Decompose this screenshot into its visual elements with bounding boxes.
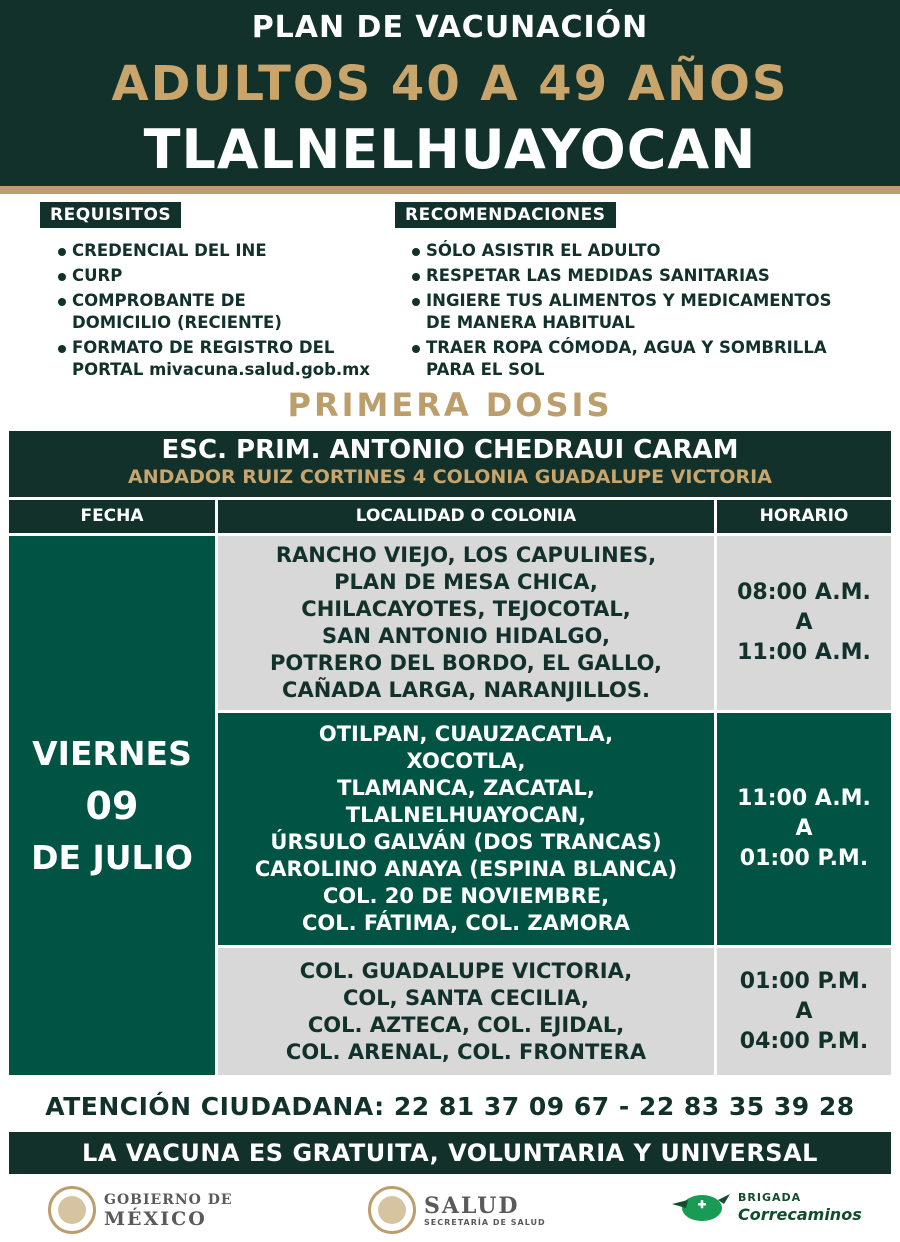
roadrunner-icon bbox=[668, 1186, 732, 1226]
locality-line: CAROLINO ANAYA (ESPINA BLANCA) bbox=[254, 857, 678, 881]
header-banner bbox=[0, 0, 900, 188]
brigada-line2: Correcaminos bbox=[738, 1205, 862, 1224]
venue-address: ANDADOR RUIZ CORTINES 4 COLONIA GUADALUPE VICTORIA bbox=[128, 466, 772, 488]
list-item: COMPROBANTE DE DOMICILIO (RECIENTE) bbox=[58, 290, 398, 334]
brigada-line1: BRIGADA bbox=[738, 1191, 802, 1204]
locality-line: COL. FÁTIMA, COL. ZAMORA bbox=[301, 911, 631, 935]
national-seal-icon bbox=[368, 1186, 416, 1234]
recomendaciones-list bbox=[412, 240, 882, 384]
schedule-end: 11:00 A.M. bbox=[737, 640, 871, 665]
recomendaciones-title: RECOMENDACIONES bbox=[395, 202, 616, 228]
table-row-3-localities bbox=[218, 948, 714, 1075]
locality-line: TLAMANCA, ZACATAL, bbox=[337, 776, 595, 800]
schedule-separator: A bbox=[795, 610, 813, 635]
brigada-correcaminos-logo bbox=[668, 1186, 862, 1226]
locality-line: COL. 20 DE NOVIEMBRE, bbox=[322, 884, 610, 908]
locality-line: CHILACAYOTES, TEJOCOTAL, bbox=[301, 597, 631, 621]
date-cell bbox=[9, 536, 215, 1075]
locality-line: PLAN DE MESA CHICA, bbox=[334, 570, 598, 594]
schedule-end: 04:00 P.M. bbox=[739, 1028, 869, 1054]
national-seal-icon bbox=[48, 1186, 96, 1234]
requisitos-title: REQUISITOS bbox=[40, 202, 181, 228]
locality-line: OTILPAN, CUAUZACATLA, bbox=[318, 722, 614, 746]
free-vaccine-banner: LA VACUNA ES GRATUITA, VOLUNTARIA Y UNIVERSAL bbox=[9, 1132, 891, 1174]
schedule-start: 11:00 A.M. bbox=[737, 786, 871, 811]
schedule-separator: A bbox=[795, 998, 813, 1024]
requisitos-list bbox=[58, 240, 398, 384]
date-month: DE JULIO bbox=[31, 837, 193, 877]
schedule-separator: A bbox=[795, 816, 813, 841]
venue-banner bbox=[9, 431, 891, 497]
salud-line1: SALUD bbox=[424, 1192, 520, 1219]
schedule-start: 08:00 A.M. bbox=[737, 580, 871, 605]
list-item: FORMATO DE REGISTRO DEL PORTAL mivacuna.salud.gob.mx bbox=[58, 337, 398, 381]
locality-line: CAÑADA LARGA, NARANJILLOS. bbox=[282, 678, 650, 702]
locality-line: SAN ANTONIO HIDALGO, bbox=[322, 624, 610, 648]
table-row-1-schedule bbox=[717, 536, 891, 710]
list-item: SÓLO ASISTIR EL ADULTO bbox=[412, 240, 882, 262]
list-item: RESPETAR LAS MEDIDAS SANITARIAS bbox=[412, 265, 882, 287]
locality-line: COL. AZTECA, COL. EJIDAL, bbox=[307, 1012, 625, 1037]
locality-line: RANCHO VIEJO, LOS CAPULINES, bbox=[275, 543, 657, 567]
locality-line: POTRERO DEL BORDO, EL GALLO, bbox=[270, 651, 662, 675]
date-day: 09 bbox=[85, 783, 139, 828]
schedule-start: 01:00 P.M. bbox=[739, 968, 869, 994]
salud-line2: SECRETARÍA DE SALUD bbox=[424, 1217, 546, 1227]
table-row-2-schedule bbox=[717, 713, 891, 945]
locality-line: COL. ARENAL, COL. FRONTERA bbox=[285, 1039, 647, 1064]
venue-name: ESC. PRIM. ANTONIO CHEDRAUI CARAM bbox=[161, 435, 739, 465]
date-weekday: VIERNES bbox=[32, 733, 192, 773]
locality-line: TLALNELHUAYOCAN, bbox=[345, 803, 587, 827]
table-row-3-schedule bbox=[717, 948, 891, 1075]
schedule-end: 01:00 P.M. bbox=[739, 846, 869, 871]
gob-line1: GOBIERNO DE bbox=[104, 1192, 233, 1208]
list-item: CURP bbox=[58, 265, 398, 287]
list-item: TRAER ROPA CÓMODA, AGUA Y SOMBRILLA PARA EL SOL bbox=[412, 337, 882, 381]
gobierno-mexico-logo bbox=[48, 1186, 233, 1234]
list-item: CREDENCIAL DEL INE bbox=[58, 240, 398, 262]
table-row-1-localities bbox=[218, 536, 714, 710]
locality-line: COL. GUADALUPE VICTORIA, bbox=[299, 958, 633, 983]
table-row-2-localities bbox=[218, 713, 714, 945]
header-title: PLAN DE VACUNACIÓN bbox=[251, 10, 649, 45]
locality-line: ÚRSULO GALVÁN (DOS TRANCAS) bbox=[270, 830, 662, 854]
header-divider bbox=[0, 186, 900, 194]
list-item: INGIERE TUS ALIMENTOS Y MEDICAMENTOS DE MANERA HABITUAL bbox=[412, 290, 882, 334]
salud-logo bbox=[368, 1186, 546, 1234]
locality-line: XOCOTLA, bbox=[406, 749, 526, 773]
column-header-schedule: HORARIO bbox=[717, 500, 891, 533]
header-age-group: ADULTOS 40 A 49 AÑOS bbox=[111, 56, 789, 112]
header-municipality: TLALNELHUAYOCAN bbox=[143, 118, 757, 181]
column-header-locality: LOCALIDAD O COLONIA bbox=[218, 500, 714, 533]
locality-line: COL, SANTA CECILIA, bbox=[343, 985, 589, 1010]
citizen-attention-phones: ATENCIÓN CIUDADANA: 22 81 37 09 67 - 22 83 35 39 28 bbox=[45, 1092, 855, 1121]
column-header-date: FECHA bbox=[9, 500, 215, 533]
gob-line2: MÉXICO bbox=[104, 1208, 207, 1230]
dose-title: PRIMERA DOSIS bbox=[287, 386, 613, 424]
